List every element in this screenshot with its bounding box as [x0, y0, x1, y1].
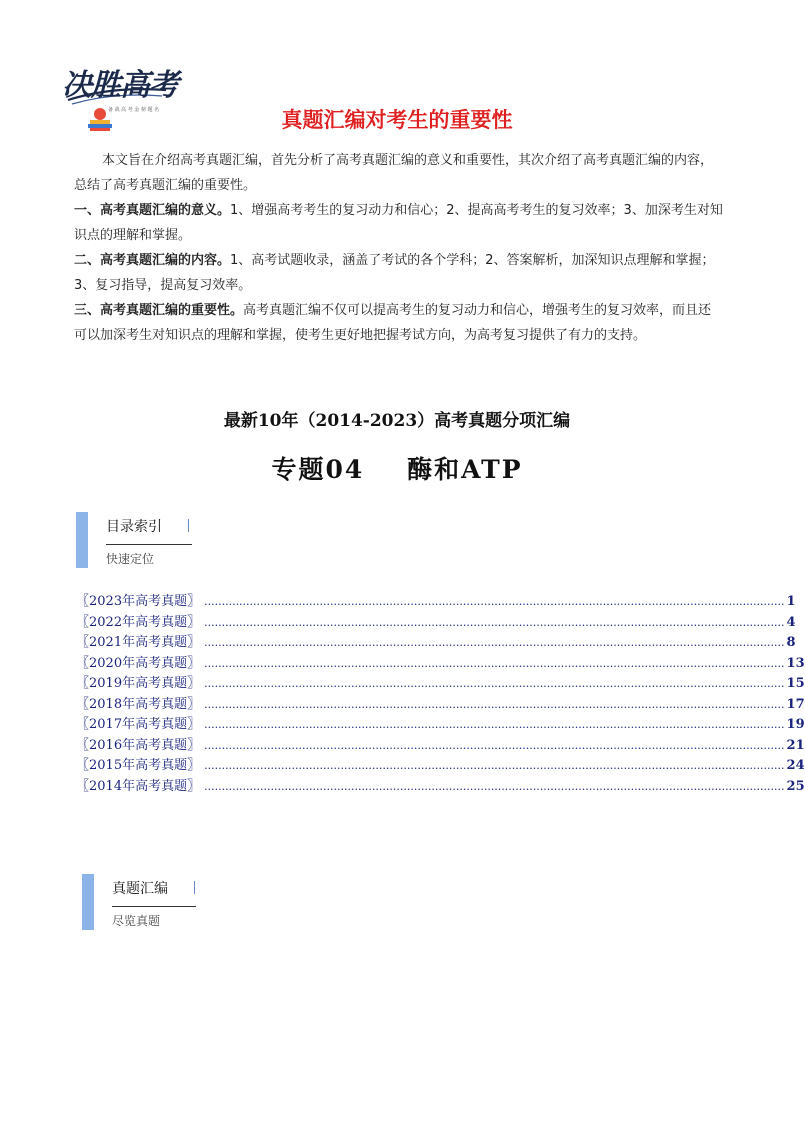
toc-entry-2021[interactable]: [76, 631, 796, 652]
toc-section-subtitle: 快速定位: [106, 552, 155, 566]
toc-entry-2022[interactable]: [76, 611, 796, 632]
importance-heading: 三、高考真题汇编的重要性。: [74, 303, 244, 318]
toc-entry-label: 〖2018年高考真题〗: [76, 696, 201, 712]
importance-text: 高考真题汇编不仅可以提高考生的复习动力和信心，增强考生的复习效率，而且还可以加深考生对知识点的理解和掌握，使考生更好地把握考试方向，为高考复习提供了有力的支持。: [74, 303, 712, 343]
toc-entry-page: 15: [786, 676, 805, 691]
toc-leader-dots: ......................................................................................................................................................................: [204, 779, 785, 793]
exam-section-header: [82, 874, 222, 930]
toc-leader-dots: ......................................................................................................................................................................: [204, 759, 785, 772]
intro-paragraph: 本文旨在介绍高考真题汇编，首先分析了高考真题汇编的意义和重要性，其次介绍了高考真题汇编的内容，总结了高考真题汇编的重要性。: [74, 153, 714, 193]
page-title: 真题汇编对考生的重要性: [281, 108, 513, 132]
toc-entry-label: 〖2020年高考真题〗: [76, 655, 201, 671]
toc-leader-dots: ......................................................................................................................................................................: [204, 656, 785, 670]
toc-entry-2017[interactable]: [76, 713, 805, 734]
logo-subtext: 备 战 高 考 金 榜 题 名: [108, 107, 160, 113]
toc-entry-2019[interactable]: [76, 672, 805, 693]
toc-entry-page: 8: [786, 635, 796, 650]
meaning-heading: 一、高考真题汇编的意义。: [74, 203, 231, 218]
toc-entry-label: 〖2022年高考真题〗: [76, 614, 201, 630]
toc-leader-dots: ......................................................................................................................................................................: [204, 677, 785, 690]
section-rule: [112, 906, 196, 907]
toc-entry-2018[interactable]: [76, 693, 805, 714]
toc-entry-2014[interactable]: [76, 775, 805, 796]
content-heading: 二、高考真题汇编的内容。: [74, 253, 231, 268]
toc-entry-2023[interactable]: [76, 590, 796, 611]
cursor-mark: [188, 519, 189, 532]
toc-entry-page: 4: [786, 614, 796, 630]
toc-leader-dots: ......................................................................................................................................................................: [204, 738, 785, 752]
toc-entry-label: 〖2021年高考真题〗: [76, 635, 201, 650]
toc-entry-page: 17: [786, 696, 805, 712]
toc-entry-page: 19: [786, 717, 805, 732]
toc-entry-2016[interactable]: [76, 734, 805, 755]
section-accent-bar: [76, 512, 88, 568]
toc-section-header: [76, 512, 216, 568]
content-paragraph: [74, 248, 724, 298]
importance-paragraph: [74, 298, 724, 348]
meaning-paragraph: [74, 198, 724, 248]
section-rule: [106, 544, 192, 545]
toc-entry-page: 25: [786, 778, 805, 794]
section-accent-bar: [82, 874, 94, 930]
meaning-text: 1、增强高考考生的复习动力和信心；2、提高高考考生的复习效率；3、加深考生对知识点的理解和掌握。: [74, 203, 723, 243]
toc-entry-page: 24: [786, 758, 805, 773]
content-text: 1、高考试题收录，涵盖了考试的各个学科；2、答案解析，加深知识点理解和掌握；3、复习指导，提高复习效率。: [74, 253, 715, 293]
intro-text: [74, 148, 724, 348]
toc-entry-page: 21: [786, 737, 805, 753]
toc-entry-2015[interactable]: [76, 754, 805, 775]
toc-leader-dots: ......................................................................................................................................................................: [204, 615, 785, 629]
toc-leader-dots: ......................................................................................................................................................................: [204, 636, 785, 649]
toc-entry-label: 〖2017年高考真题〗: [76, 717, 201, 732]
toc-leader-dots: ......................................................................................................................................................................: [204, 595, 785, 608]
logo-text: 决胜高考: [62, 68, 178, 103]
toc-entry-label: 〖2019年高考真题〗: [76, 676, 201, 691]
exam-section-title: 真题汇编: [112, 881, 168, 897]
topic-title: 专题04 酶和ATP: [271, 455, 523, 484]
table-of-contents: [76, 590, 805, 795]
exam-section-subtitle: 尽览真题: [112, 914, 161, 928]
toc-entry-label: 〖2014年高考真题〗: [76, 778, 201, 794]
toc-entry-page: 1: [786, 594, 796, 609]
toc-section-title: 目录索引: [106, 519, 162, 535]
collection-subtitle: 最新10年（2014-2023）高考真题分项汇编: [223, 411, 571, 431]
toc-entry-label: 〖2016年高考真题〗: [76, 737, 201, 753]
toc-entry-2020[interactable]: [76, 652, 805, 673]
toc-entry-page: 13: [786, 655, 805, 671]
toc-entry-label: 〖2015年高考真题〗: [76, 758, 201, 773]
toc-leader-dots: ......................................................................................................................................................................: [204, 718, 785, 731]
toc-leader-dots: ......................................................................................................................................................................: [204, 697, 785, 711]
toc-entry-label: 〖2023年高考真题〗: [76, 594, 201, 609]
cursor-mark: [194, 881, 195, 894]
